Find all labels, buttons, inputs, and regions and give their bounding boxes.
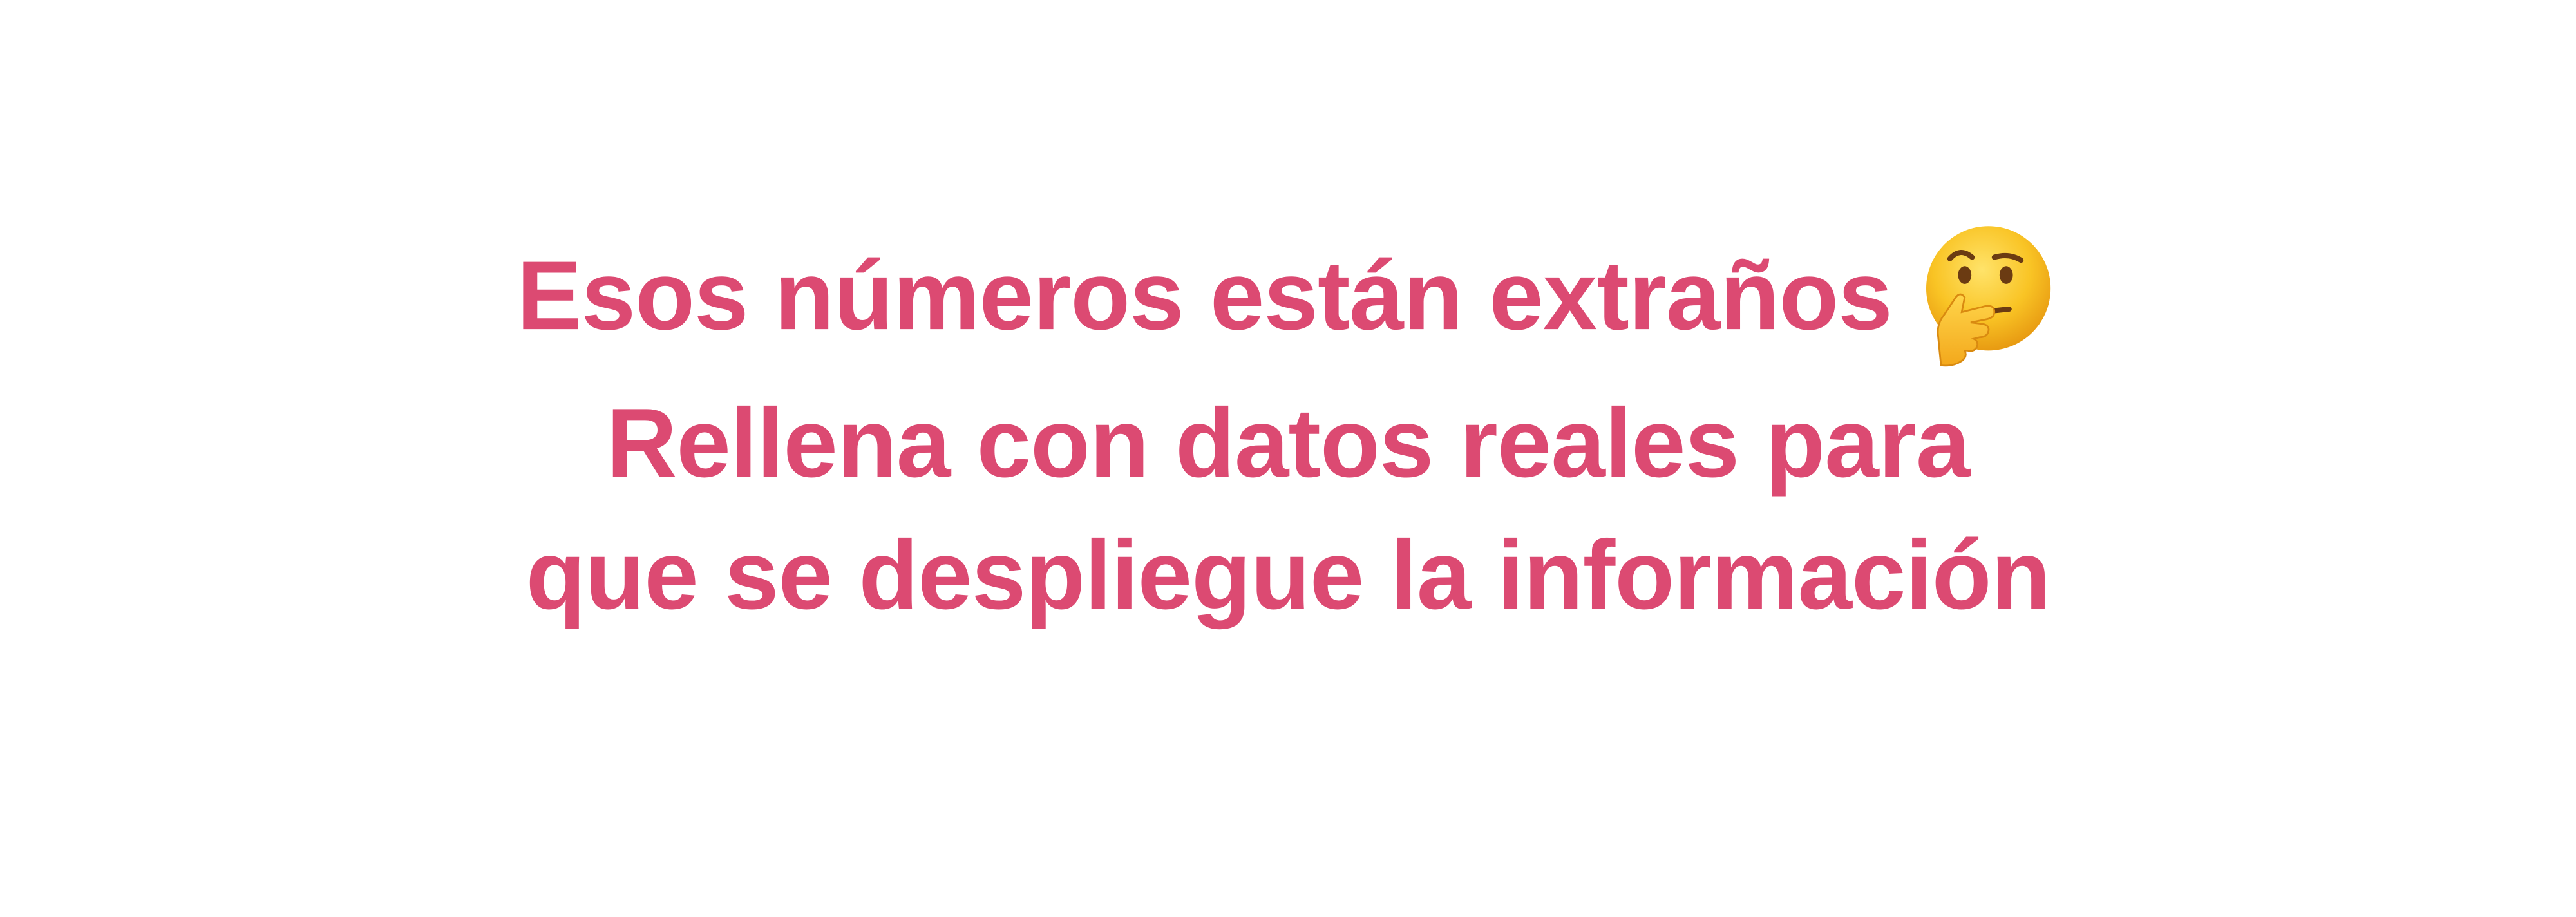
empty-state-message — [0, 229, 2576, 641]
thinking-face-icon — [1911, 220, 2060, 368]
message-line-1-text: Esos números están extraños — [516, 241, 1892, 351]
message-line-1 — [0, 229, 2576, 377]
message-line-2: Rellena con datos reales para — [606, 388, 1970, 498]
message-line-3: que se despliegue la información — [526, 520, 2050, 630]
